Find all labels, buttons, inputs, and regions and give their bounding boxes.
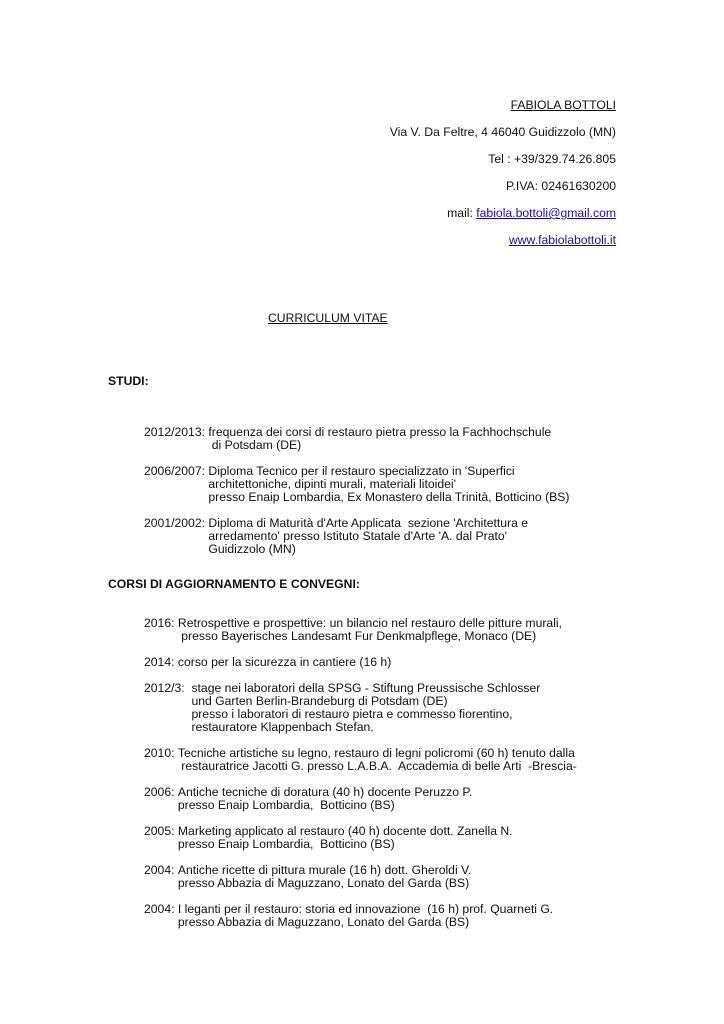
telephone: Tel : +39/329.74.26.805: [488, 152, 616, 166]
entry-year: 2010:: [144, 746, 178, 760]
document-title: CURRICULUM VITAE: [268, 311, 388, 325]
corsi-entry: [144, 747, 644, 773]
corsi-entry: [144, 682, 644, 734]
studi-heading: STUDI:: [108, 374, 149, 388]
entry-line: presso Enaip Lombardia, Ex Monastero della Trinità, Botticino (BS): [208, 490, 570, 504]
entry-year: 2004:: [144, 902, 178, 916]
entry-line: Diploma di Maturità d'Arte Applicata sezione 'Architettura e: [208, 516, 529, 530]
entry-year: 2004:: [144, 863, 178, 877]
corsi-entry: [144, 617, 644, 643]
studi-entry: [144, 426, 644, 452]
entry-year: 2005:: [144, 824, 178, 838]
entry-line: restauratore Klappenbach Stefan.: [188, 720, 374, 734]
entry-line: frequenza dei corsi di restauro pietra presso la Fachhochschule: [208, 425, 552, 439]
entry-line: Marketing applicato al restauro (40 h) docente dott. Zanella N.: [177, 824, 513, 838]
entry-line: arredamento' presso Istituto Statale d'Arte 'A. dal Prato': [208, 529, 507, 543]
corsi-list: [144, 617, 644, 942]
entry-line: presso Enaip Lombardia, Botticino (BS): [177, 798, 395, 812]
entry-line: Antiche ricette di pittura murale (16 h) dott. Gheroldi V.: [177, 863, 472, 877]
entry-line: presso Enaip Lombardia, Botticino (BS): [177, 837, 395, 851]
website-line: [390, 233, 616, 260]
entry-text: [208, 517, 528, 556]
entry-line: stage nei laboratori della SPSG - Stiftung Preussische Schlosser: [188, 681, 541, 695]
entry-line: I leganti per il restauro: storia ed innovazione (16 h) prof. Quarneti G.: [177, 902, 554, 916]
entry-text: [188, 682, 540, 734]
studi-entry: [144, 465, 644, 504]
studi-entry: [144, 517, 644, 556]
corsi-heading: CORSI DI AGGIORNAMENTO E CONVEGNI:: [108, 577, 360, 591]
email-line: [390, 206, 616, 233]
vat-number: P.IVA: 02461630200: [505, 179, 616, 193]
entry-text: [208, 465, 569, 504]
entry-line: architettoniche, dipinti murali, materiali litoidei': [208, 477, 456, 491]
entry-line: Antiche tecniche di doratura (40 h) docente Peruzzo P.: [177, 785, 473, 799]
email-label: mail:: [447, 206, 477, 220]
email-link[interactable]: fabiola.bottoli@gmail.com: [476, 206, 616, 220]
corsi-entry: [144, 903, 644, 929]
corsi-entry: [144, 656, 644, 669]
entry-line: corso per la sicurezza in cantiere (16 h): [177, 655, 392, 669]
entry-text: [178, 825, 513, 851]
entry-line: Guidizzolo (MN): [208, 542, 296, 556]
entry-line: Diploma Tecnico per il restauro specializzato in 'Superfici: [208, 464, 515, 478]
author-name: FABIOLA BOTTOLI: [510, 98, 616, 112]
entry-line: presso Bayerisches Landesamt Fur Denkmalpflege, Monaco (DE): [177, 629, 537, 643]
contact-header: [390, 98, 616, 260]
address: Via V. Da Feltre, 4 46040 Guidizzolo (MN): [389, 125, 616, 139]
entry-text: [178, 903, 553, 929]
entry-text: [178, 786, 473, 812]
entry-text: [178, 747, 577, 773]
entry-line: Tecniche artistiche su legno, restauro di legni policromi (60 h) tenuto dalla: [177, 746, 575, 760]
entry-text: [178, 617, 562, 643]
studi-list: [144, 426, 644, 569]
entry-line: Retrospettive e prospettive: un bilancio nel restauro delle pitture murali,: [177, 616, 562, 630]
entry-line: presso Abbazia di Maguzzano, Lonato del Garda (BS): [177, 915, 470, 929]
entry-year: 2014:: [144, 655, 178, 669]
entry-year: 2016:: [144, 616, 178, 630]
entry-year: 2012/3:: [144, 681, 189, 695]
entry-text: [178, 656, 391, 669]
entry-text: [178, 864, 472, 890]
entry-line: restauratrice Jacotti G. presso L.A.B.A. Accademia di belle Arti -Brescia-: [177, 759, 577, 773]
entry-year: 2006/2007:: [144, 464, 209, 478]
entry-line: presso Abbazia di Maguzzano, Lonato del Garda (BS): [177, 876, 470, 890]
entry-year: 2012/2013:: [144, 425, 209, 439]
website-link[interactable]: www.fabiolabottoli.it: [508, 233, 616, 247]
corsi-entry: [144, 864, 644, 890]
corsi-entry: [144, 786, 644, 812]
entry-year: 2006:: [144, 785, 178, 799]
entry-year: 2001/2002:: [144, 516, 209, 530]
entry-line: di Potsdam (DE): [208, 438, 302, 452]
corsi-entry: [144, 825, 644, 851]
entry-text: [208, 426, 551, 452]
entry-line: presso i laboratori di restauro pietra e commesso fiorentino,: [188, 707, 513, 721]
entry-line: und Garten Berlin-Brandeburg di Potsdam (DE): [188, 694, 448, 708]
